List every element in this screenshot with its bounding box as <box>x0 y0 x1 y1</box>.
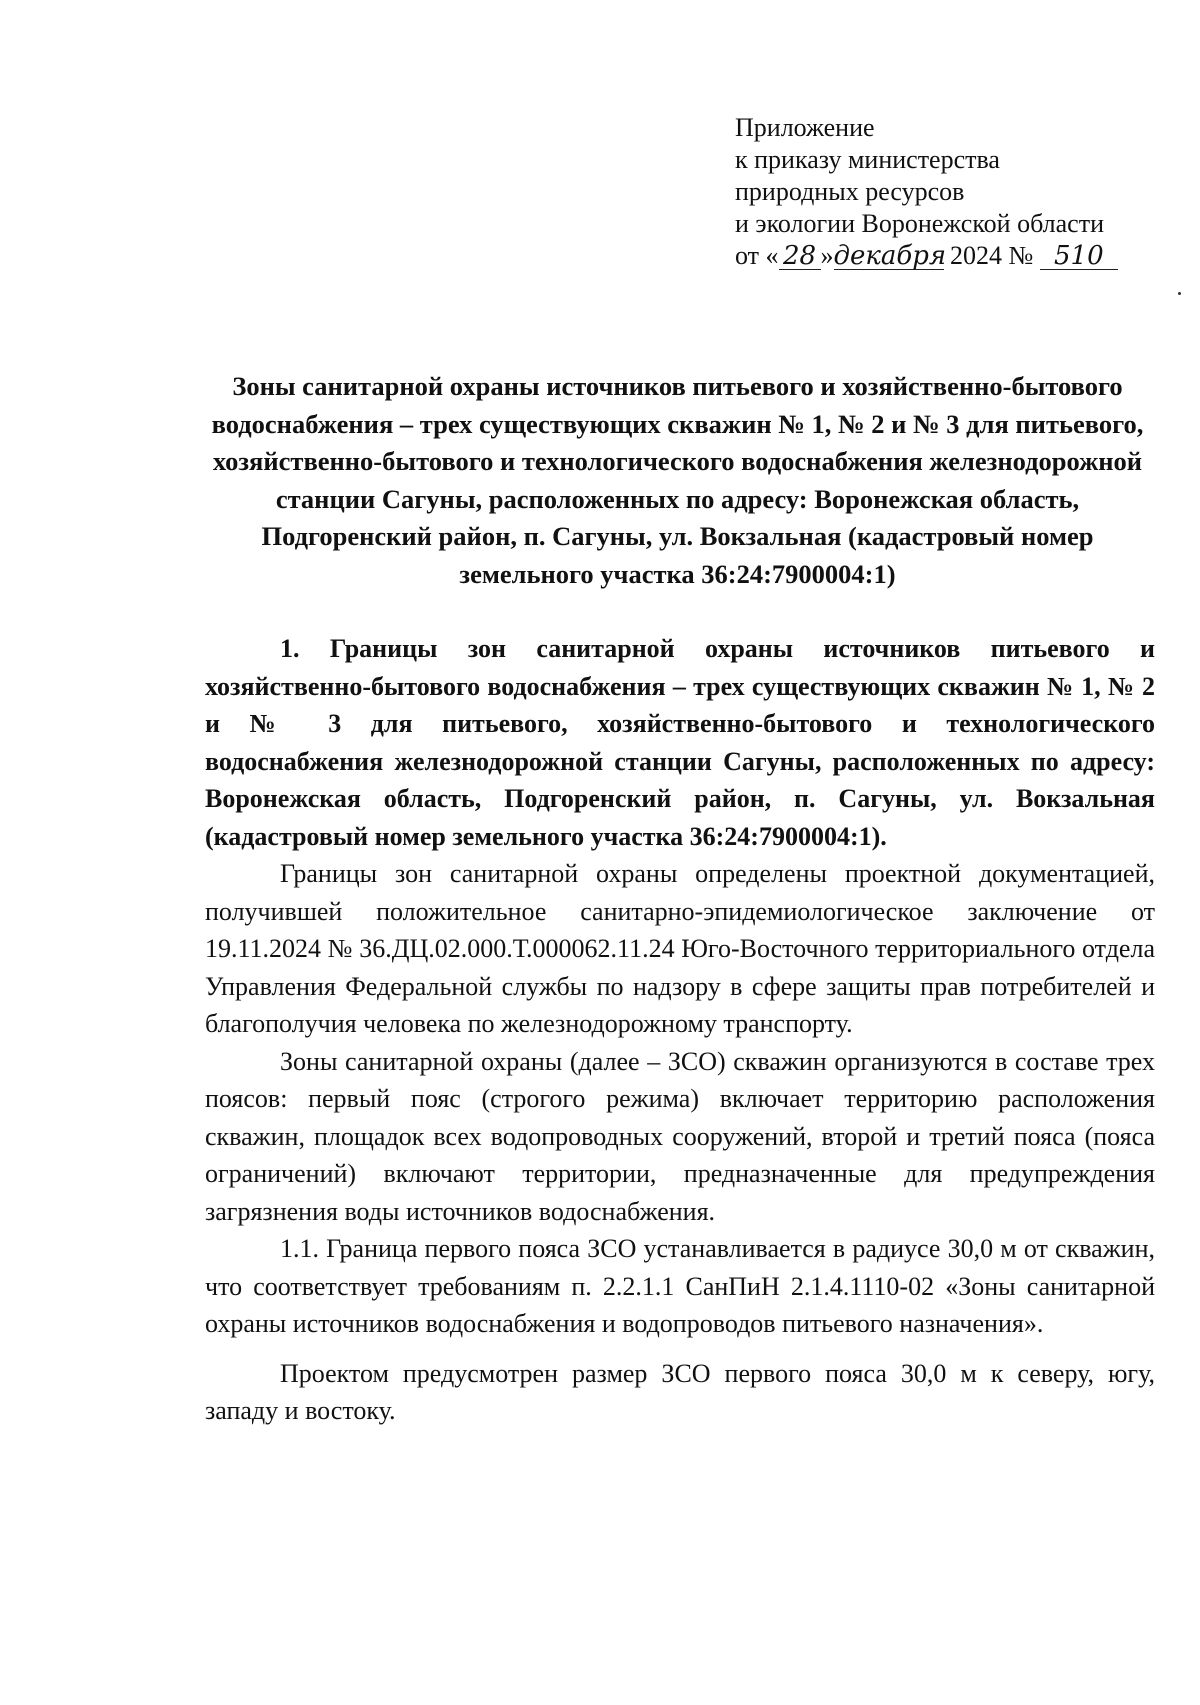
handwritten-day: 28 <box>779 243 821 270</box>
paragraph-boundaries: Границы зон санитарной охраны определены проектной документацией, получившей положительное санитарно-эпидемиологическое заключение от 19.11.2024 № 36.ДЦ.02.000.Т.000062.11.24 Юго-Восточного территориального отдела Управления Федеральной службы по надзору в сфере защиты прав потребителей и благополучия человека по железнодорожному транспорту. <box>205 859 1155 1038</box>
document-title: Зоны санитарной охраны источников питьевого и хозяйственно-бытового водоснабжения – трех существующих скважин № 1, № 2 и № 3 для питьевого, хозяйственно-бытового и технологического водоснабжения железнодорожной станции Сагуны, расположенных по адресу: Воронежская область, Подгоренский район, п. Сагуны, ул. Вокзальная (кадастровый номер земельного участка 36:24:7900004:1) <box>211 371 1144 589</box>
date-mid: » <box>820 241 834 270</box>
paragraph-1-1: 1.1. Граница первого пояса ЗСО устанавливается в радиусе 30,0 м от скважин, что соответствует требованиям п. 2.2.1.1 СанПиН 2.1.4.1110-02 «Зоны санитарной охраны источников водоснабжения и водопроводов питьевого назначения». <box>205 1234 1155 1338</box>
appendix-header <box>735 112 1175 272</box>
appendix-line-4: и экологии Воронежской области <box>735 209 1104 238</box>
scan-speck <box>1178 292 1181 295</box>
appendix-line-3: природных ресурсов <box>735 177 965 206</box>
section-1-heading: 1. Границы зон санитарной охраны источников питьевого и хозяйственно-бытового водоснабжения – трех существующих скважин № 1, № 2 и № 3 для питьевого, хозяйственно-бытового и технологического водоснабжения железнодорожной станции Сагуны, расположенных по адресу: Воронежская область, Подгоренский район, п. Сагуны, ул. Вокзальная (кадастровый номер земельного участка 36:24:7900004:1). <box>205 634 1155 851</box>
date-prefix: от « <box>735 241 779 270</box>
paragraph-zso-belts: Зоны санитарной охраны (далее – ЗСО) скважин организуются в составе трех поясов: первый пояс (строгого режима) включает территорию расположения скважин, площадок всех водопроводных сооружений, второй и третий пояса (пояса ограничений) включают территории, предназначенные для предупреждения загрязнения воды источников водоснабжения. <box>205 1046 1155 1226</box>
appendix-line-1: Приложение <box>735 113 875 142</box>
appendix-line-2: к приказу министерства <box>735 145 1000 174</box>
appendix-date-line <box>735 240 1175 272</box>
handwritten-order-number: 510 <box>1040 243 1118 270</box>
handwritten-month: декабря <box>833 241 947 271</box>
paragraph-project-size: Проектом предусмотрен размер ЗСО первого пояса 30,0 м к северу, югу, западу и востоку. <box>205 1358 1155 1425</box>
document-body <box>205 630 1155 1430</box>
date-year: 2024 № <box>943 241 1040 270</box>
